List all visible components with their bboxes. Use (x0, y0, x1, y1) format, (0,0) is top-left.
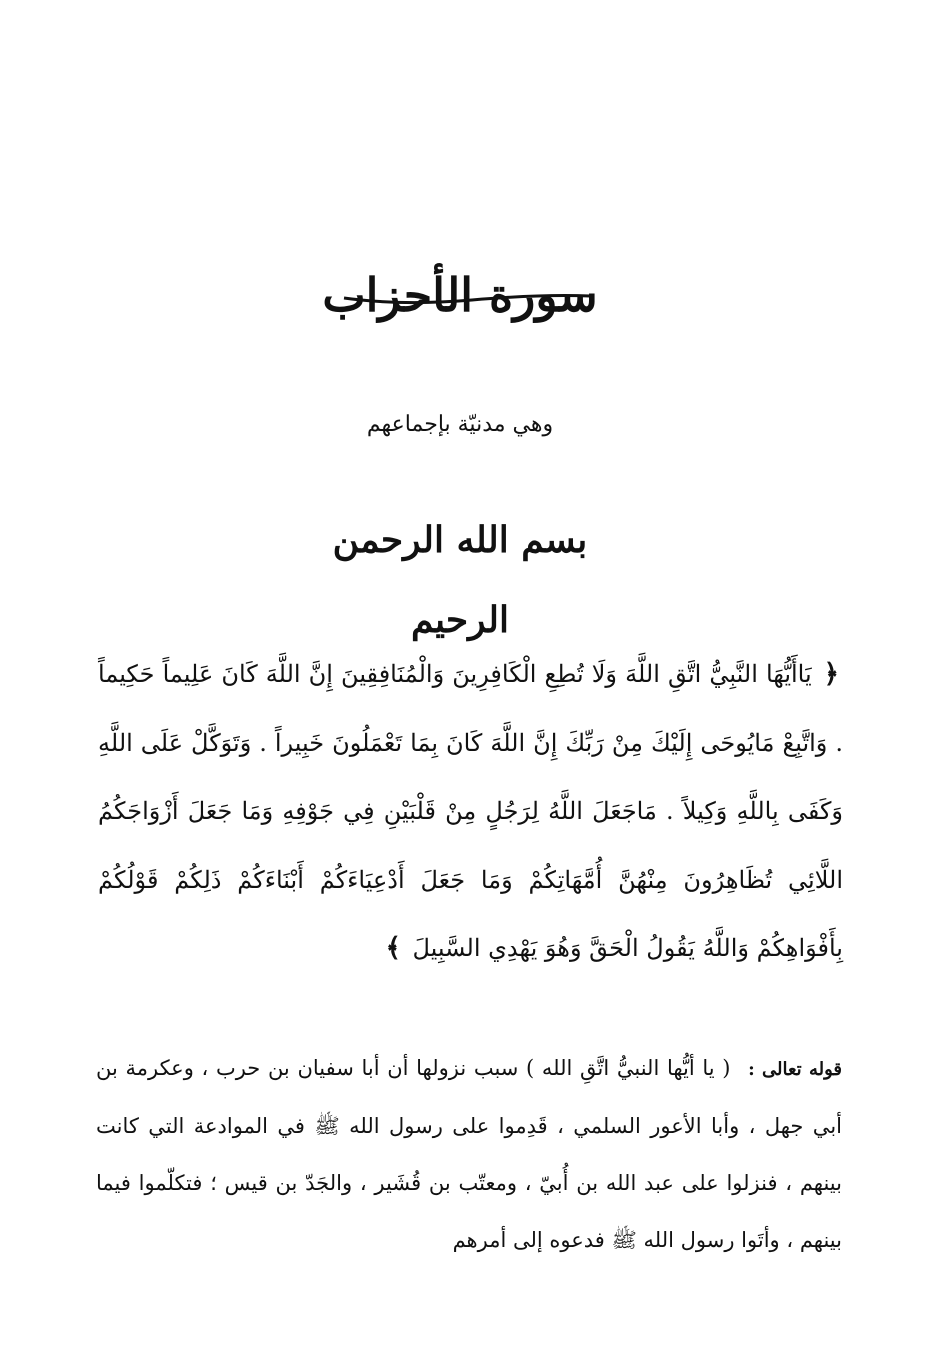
verse-close-bracket: ﴾ (385, 933, 401, 963)
tafsir-paragraph (96, 1040, 842, 1269)
verse-open-bracket: ﴿ (823, 659, 839, 689)
surah-title: سورة الأحزاب (322, 268, 598, 322)
verse-text: يَاأَيُّهَا النَّبِيُّ اتَّقِ اللَّهَ وَلَا تُطِعِ الْكَافِرِينَ وَالْمُنَافِقِينَ إِنَّ اللَّهَ كَانَ عَلِيماً حَكِيماً . وَاتَّبِعْ مَايُوحَى إِلَيْكَ مِنْ رَبِّكَ إِنَّ اللَّهَ كَانَ بِمَا تَعْمَلُونَ خَبِيراً . وَتَوَكَّلْ عَلَى اللَّهِ وَكَفَى بِاللَّهِ وَكِيلاً . مَاجَعَلَ اللَّهُ لِرَجُلٍ مِنْ قَلْبَيْنِ فِي جَوْفِهِ وَمَا جَعَلَ أَزْوَاجَكُمُ اللَّائِي تُظَاهِرُونَ مِنْهُنَّ أُمَّهَاتِكُمْ وَمَا جَعَلَ أَدْعِيَاءَكُمْ أَبْنَاءَكُمْ ذَلِكُمْ قَوْلُكُمْ بِأَفْوَاهِكُمْ وَاللَّهُ يَقُولُ الْحَقَّ وَهُوَ يَهْدِي السَّبِيلَ (98, 660, 843, 962)
basmala: بسم الله الرحمن الرحيم (332, 519, 588, 641)
surah-subtitle: وهي مدنيّة بإجماعهم (366, 412, 554, 437)
tafsir-lead: قوله تعالى : (748, 1059, 842, 1080)
tafsir-text: ( يا أيُّها النبيُّ اتَّقِ الله ) سبب نزولها أن أبا سفيان بن حرب ، وعكرمة بن أبي جهل ، وأبا الأعور السلمي ، قَدِموا على رسول الله ﷺ في الموادعة التي كانت بينهم ، فنزلوا على عبد الله بن أُبيّ ، ومعتّب بن قُشَير ، والجَدّ بن قيس ؛ فتكلّموا فيما بينهم ، وأتَوا رسول الله ﷺ فدعوه إلى أمرهم (96, 1056, 842, 1252)
title-swash-decoration (342, 288, 592, 308)
quran-verse-block (98, 640, 843, 983)
